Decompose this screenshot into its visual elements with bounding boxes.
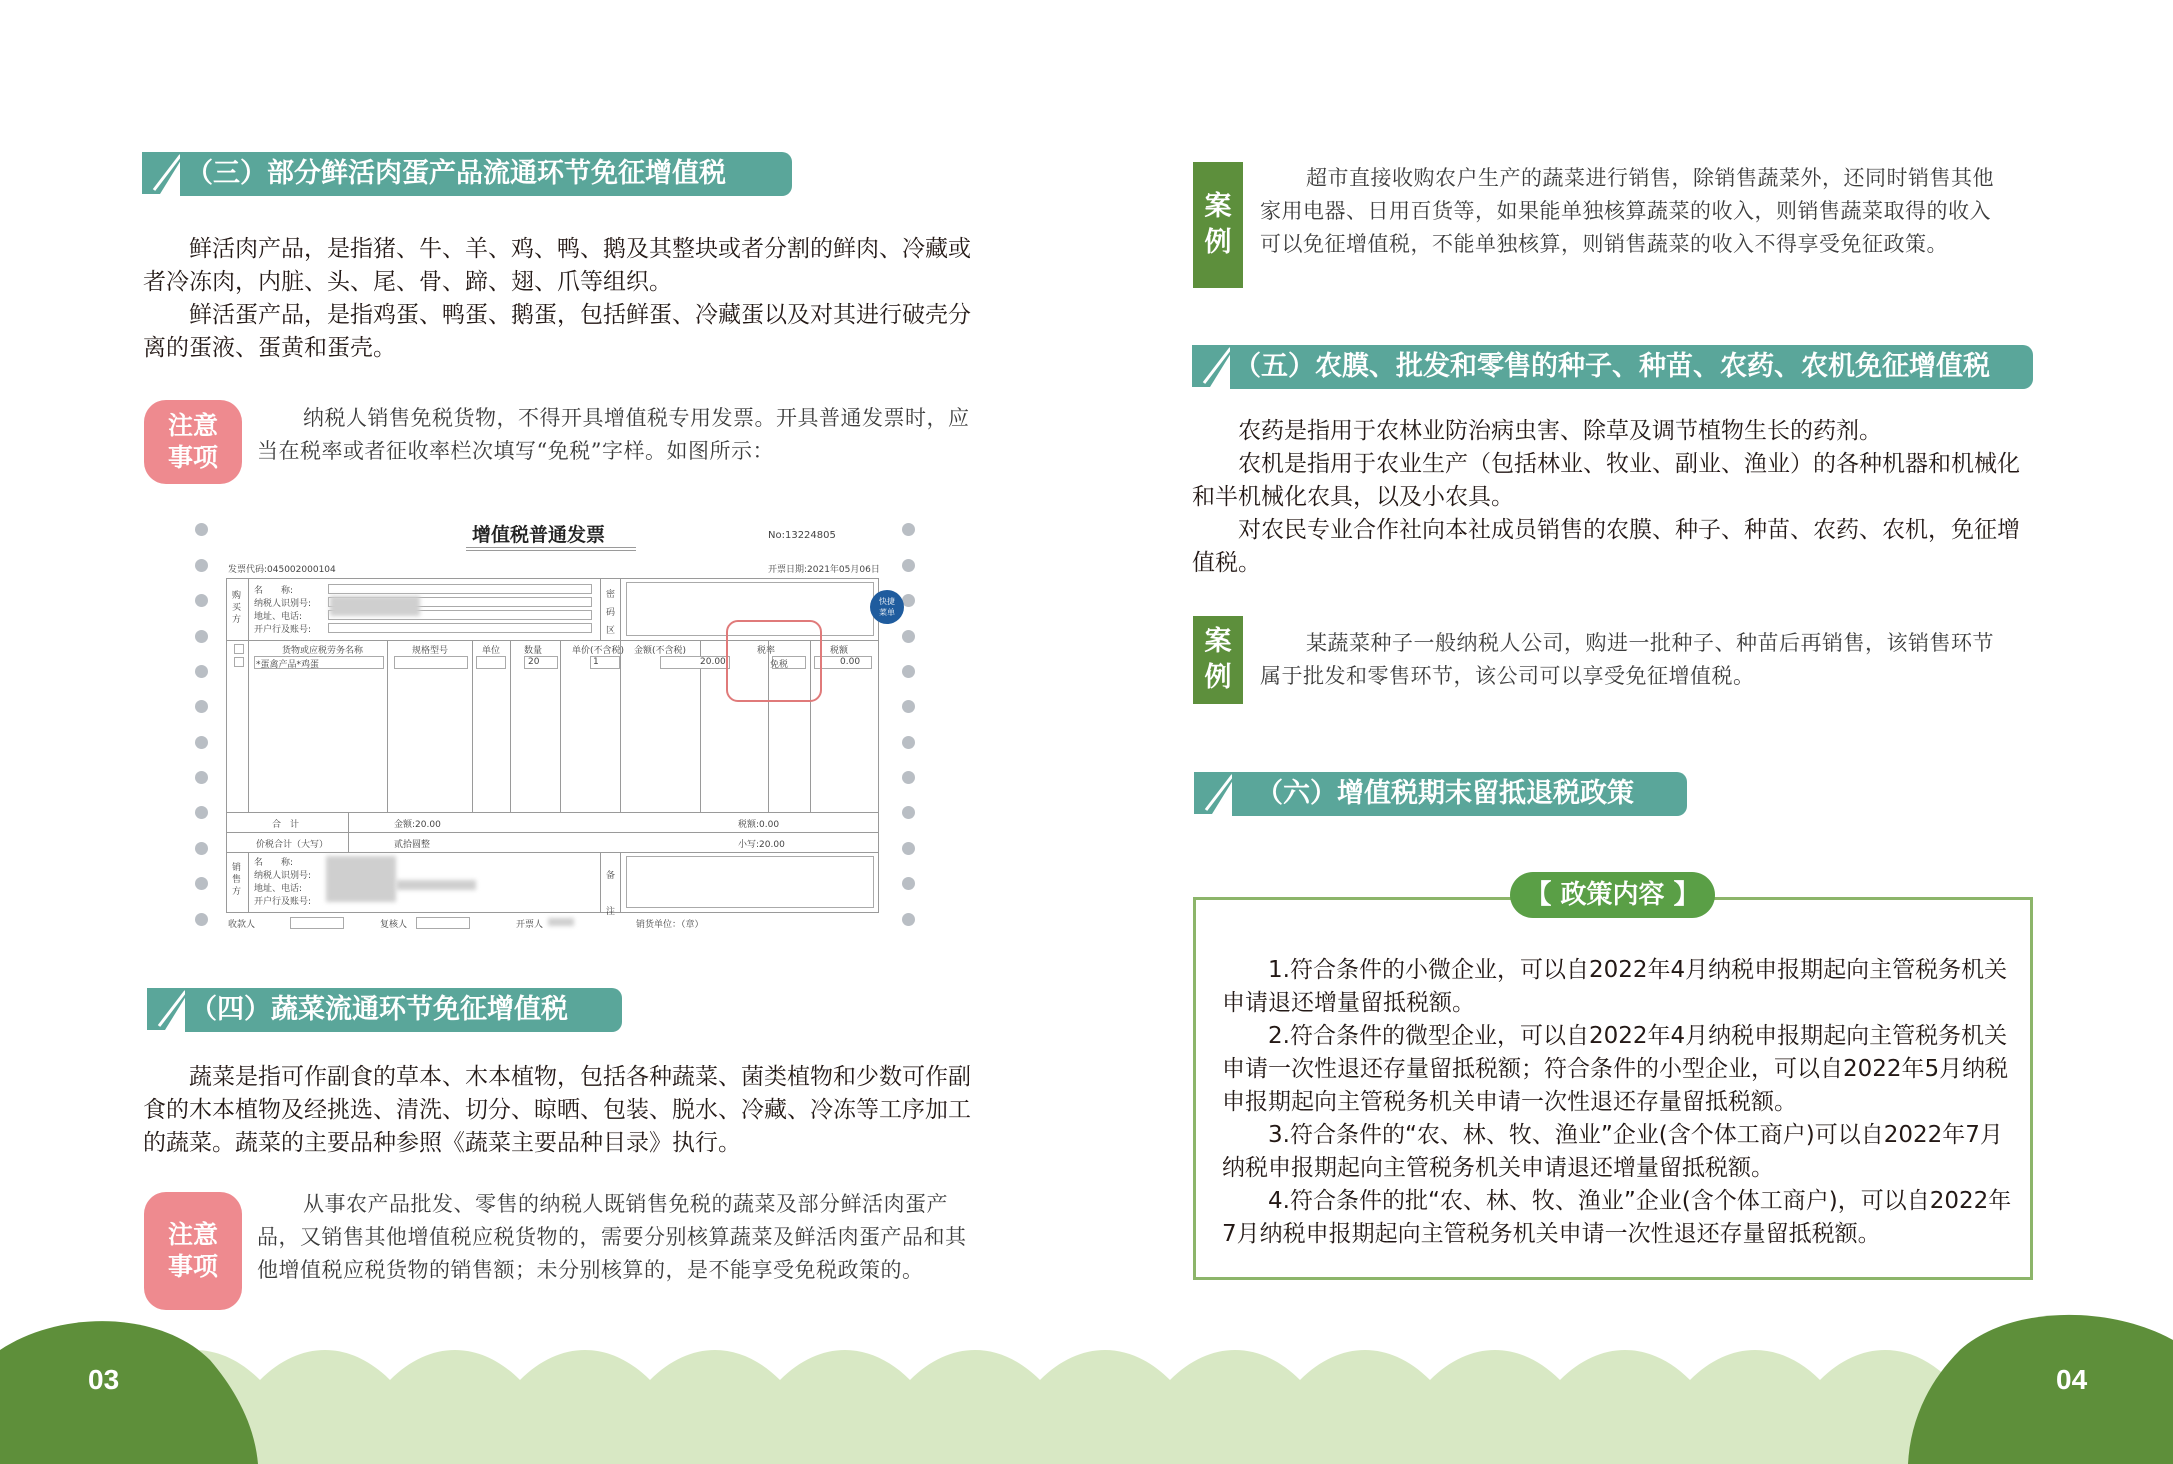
case-text: 某蔬菜种子一般纳税人公司，购进一批种子、种苗后再销售，该销售环节属于批发和零售环节，该公司可以享受免征增值税。 bbox=[1260, 631, 1994, 688]
column-header: 金额(不含税) bbox=[634, 646, 687, 656]
sum-capital: 贰拾圆整 bbox=[394, 840, 431, 850]
section4-title: （四）蔬菜流通环节免征增值税 bbox=[190, 994, 568, 1025]
row-amount: 20.00 bbox=[700, 657, 726, 667]
paragraph: 农药是指用于农林业防治病虫害、除草及调节植物生长的药剂。 bbox=[1238, 418, 1882, 444]
footer-reviewer: 复核人 bbox=[380, 920, 408, 930]
total-tax: 税额:0.00 bbox=[738, 820, 780, 830]
buyer-field: 纳税人识别号: bbox=[254, 599, 312, 609]
policy-item: 4.符合条件的批“农、林、牧、渔业”企业(含个体工商户)，可以自2022年7月纳税申报期起向主管税务机关申请一次性退还存量留抵税额。 bbox=[1222, 1188, 2012, 1247]
paragraph: 鲜活蛋产品，是指鸡蛋、鸭蛋、鹅蛋，包括鲜蛋、冷藏蛋以及对其进行破壳分离的蛋液、蛋黄和蛋壳。 bbox=[143, 302, 971, 361]
sum-small: 小写:20.00 bbox=[738, 840, 785, 850]
quick-menu-button[interactable]: 快捷 菜单 bbox=[870, 590, 904, 624]
policy-content bbox=[1222, 954, 2012, 1251]
case-text: 超市直接收购农户生产的蔬菜进行销售，除销售蔬菜外，还同时销售其他家用电器、日用百货等，如果能单独核算蔬菜的收入，则销售蔬菜取得的收入可以免征增值税，不能单独核算，则销售蔬菜的收入不得享受免征政策。 bbox=[1260, 166, 1994, 256]
column-header: 货物或应税劳务名称 bbox=[282, 646, 364, 656]
paragraph: 农机是指用于农业生产（包括林业、牧业、副业、渔业）的各种机器和机械化和半机械化农具，以及小农具。 bbox=[1192, 451, 2020, 510]
section6-title: （六）增值税期末留抵退税政策 bbox=[1256, 778, 1634, 809]
seller-field: 地址、电话: bbox=[254, 884, 303, 894]
footer-drawer: 开票人 bbox=[516, 920, 544, 930]
note-badge: 注意 事项 bbox=[144, 400, 242, 484]
buyer-label: 购 买 方 bbox=[232, 591, 242, 625]
row-price: 1 bbox=[593, 657, 599, 667]
column-header: 数量 bbox=[524, 646, 543, 656]
seller-field: 开户行及账号: bbox=[254, 897, 312, 907]
remark-label: 备 注 bbox=[606, 871, 616, 917]
section3-body bbox=[143, 233, 985, 365]
sum-label: 价税合计（大写） bbox=[256, 840, 329, 850]
invoice-number: No:13224805 bbox=[768, 530, 836, 541]
policy-item: 2.符合条件的微型企业，可以自2022年4月纳税申报期起向主管税务机关申请一次性退还存量留抵税额；符合条件的小型企业，可以自2022年5月纳税申报期起向主管税务机关申请一次性退还存量留抵税额。 bbox=[1222, 1023, 2009, 1115]
buyer-field: 地址、电话: bbox=[254, 612, 303, 622]
case-badge: 案 例 bbox=[1193, 616, 1243, 704]
note-text: 从事农产品批发、零售的纳税人既销售免税的蔬菜及部分鲜活肉蛋产品，又销售其他增值税应税货物的，需要分别核算蔬菜及鲜活肉蛋产品和其他增值税应税货物的销售额；未分别核算的，是不能享受免税政策的。 bbox=[257, 1192, 967, 1282]
invoice-title: 增值税普通发票 bbox=[472, 524, 606, 546]
section3-title: （三）部分鲜活肉蛋产品流通环节免征增值税 bbox=[186, 158, 726, 189]
seller-field: 纳税人识别号: bbox=[254, 871, 312, 881]
cipher-label: 密 码 区 bbox=[606, 590, 616, 636]
column-header: 单价(不含税) bbox=[572, 646, 625, 656]
section5-title: （五）农膜、批发和零售的种子、种苗、农药、农机免征增值税 bbox=[1234, 351, 1990, 382]
invoice-code: 发票代码:045002000104 bbox=[228, 565, 336, 575]
column-header: 税率 bbox=[757, 646, 776, 656]
buyer-field: 名 称: bbox=[254, 586, 294, 596]
paragraph: 蔬菜是指可作副食的草本、木本植物，包括各种蔬菜、菌类植物和少数可作副食的木本植物及经挑选、清洗、切分、晾晒、包装、脱水、冷藏、冷冻等工序加工的蔬菜。蔬菜的主要品种参照《蔬菜主要品种目录》执行。 bbox=[143, 1064, 971, 1156]
paragraph: 鲜活肉产品，是指猪、牛、羊、鸡、鸭、鹅及其整块或者分割的鲜肉、冷藏或者冷冻肉，内脏、头、尾、骨、蹄、翅、爪等组织。 bbox=[143, 236, 971, 295]
note-text: 纳税人销售免税货物，不得开具增值税专用发票。开具普通发票时，应当在税率或者征收率栏次填写“免税”字样。如图所示： bbox=[257, 406, 970, 463]
section4-body bbox=[143, 1061, 985, 1160]
row-tax: 0.00 bbox=[840, 657, 861, 667]
page-number-left: 03 bbox=[88, 1364, 120, 1395]
page-number-right: 04 bbox=[2056, 1364, 2088, 1395]
policy-item: 1.符合条件的小微企业，可以自2022年4月纳税申报期起向主管税务机关申请退还增量留抵税额。 bbox=[1222, 957, 2008, 1016]
footer-seller: 销货单位：（章） bbox=[636, 920, 704, 930]
row-quantity: 20 bbox=[528, 657, 540, 667]
row-rate: 免税 bbox=[770, 660, 789, 670]
column-header: 税额 bbox=[830, 646, 849, 656]
column-header: 规格型号 bbox=[412, 646, 449, 656]
policy-item: 3.符合条件的“农、林、牧、渔业”企业(含个体工商户)可以自2022年7月纳税申报期起向主管税务机关申请退还增量留抵税额。 bbox=[1222, 1122, 2003, 1181]
footer-wave-decoration bbox=[0, 1300, 2173, 1464]
note-badge: 注意 事项 bbox=[144, 1192, 242, 1310]
buyer-field: 开户行及账号: bbox=[254, 625, 312, 635]
footer-payee: 收款人 bbox=[228, 920, 256, 930]
case-badge: 案 例 bbox=[1193, 162, 1243, 288]
row-name: *蛋禽产品*鸡蛋 bbox=[256, 660, 320, 670]
column-header: 单位 bbox=[482, 646, 501, 656]
policy-title: 【 政策内容 】 bbox=[1510, 872, 1715, 918]
rate-highlight bbox=[726, 620, 822, 702]
paragraph: 对农民专业合作社向本社成员销售的农膜、种子、种苗、农药、农机，免征增值税。 bbox=[1192, 517, 2020, 576]
seller-label: 销 售 方 bbox=[232, 863, 242, 897]
total-label: 合 计 bbox=[272, 820, 300, 830]
total-amount: 金额:20.00 bbox=[394, 820, 441, 830]
section5-body bbox=[1192, 415, 2034, 580]
invoice-date: 开票日期:2021年05月06日 bbox=[768, 565, 880, 575]
seller-field: 名 称: bbox=[254, 858, 294, 868]
